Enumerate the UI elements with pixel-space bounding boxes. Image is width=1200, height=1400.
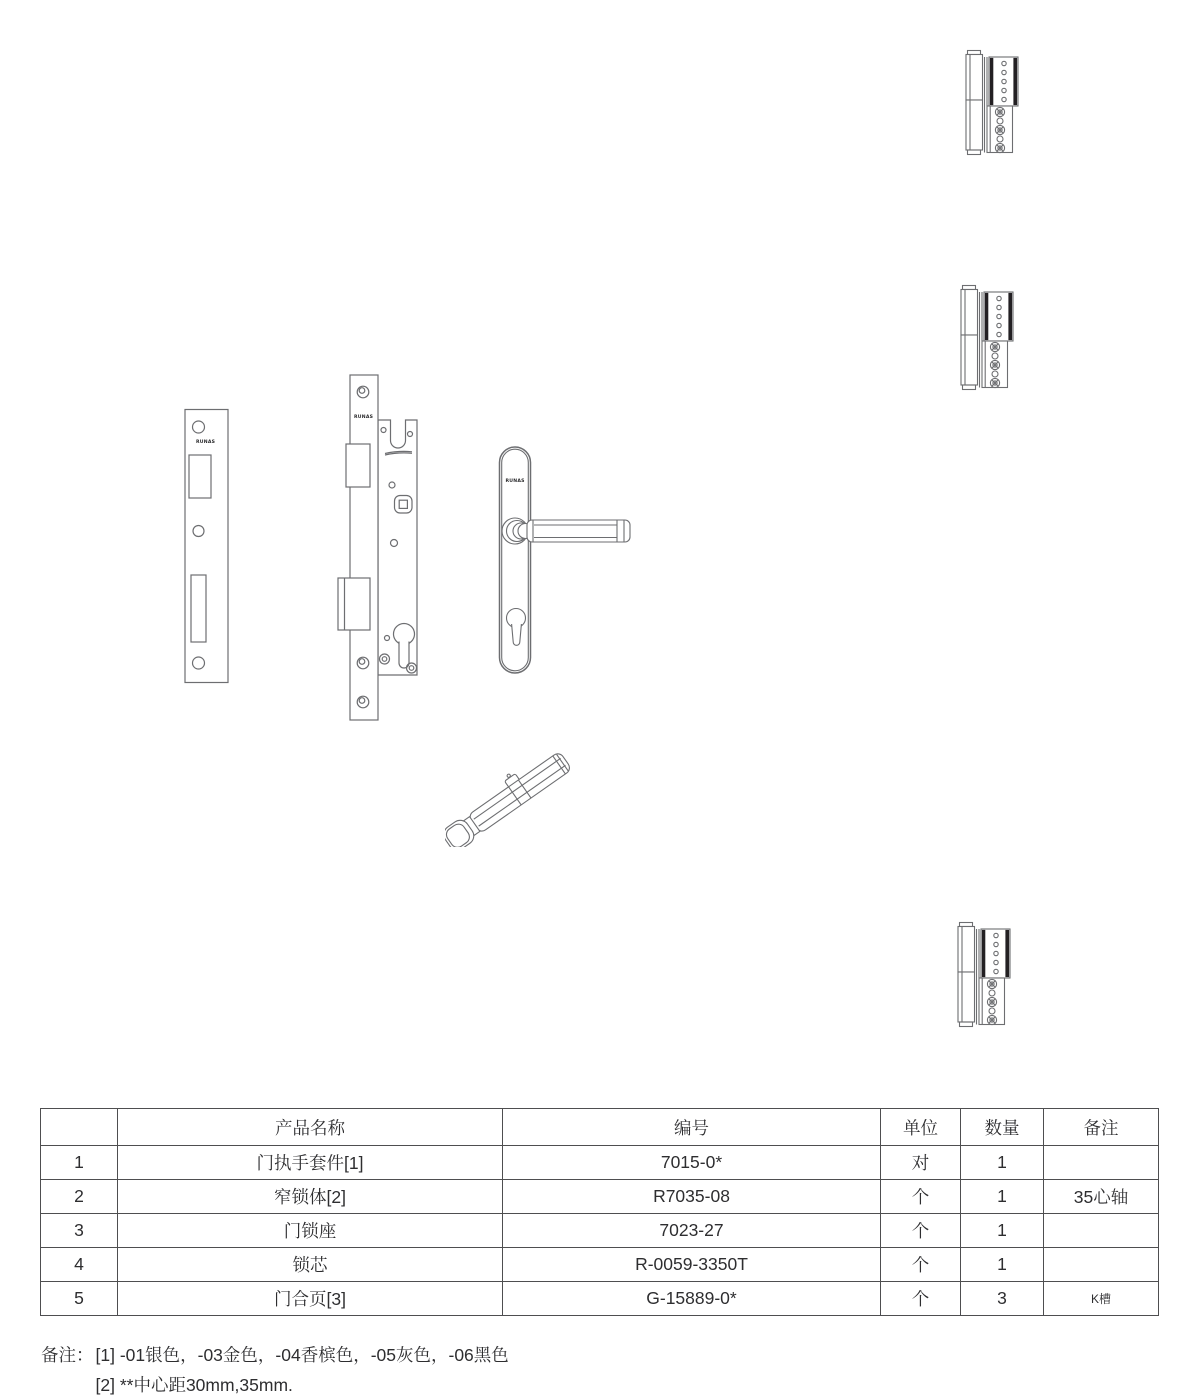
cell-name: 门执手套件[1] [118, 1146, 503, 1180]
brand-logo: RUNAS [505, 479, 525, 484]
cell-qty: 1 [961, 1146, 1044, 1180]
cell-code: R-0059-3350T [503, 1248, 881, 1282]
cell-index: 3 [41, 1214, 118, 1248]
cell-code: R7035-08 [503, 1180, 881, 1214]
cell-qty: 1 [961, 1214, 1044, 1248]
hinge-drawing-2 [959, 284, 1015, 394]
header-remark: 备注 [1044, 1109, 1159, 1146]
brand-logo: RUNAS [354, 415, 374, 420]
cell-name: 窄锁体[2] [118, 1180, 503, 1214]
brand-logo: RUNAS [196, 440, 216, 445]
cell-code: 7015-0* [503, 1146, 881, 1180]
table-row [41, 1180, 1159, 1214]
cell-remark: K槽 [1044, 1282, 1159, 1316]
footnote-line-1: [1] -01银色，-03金色，-04香槟色，-05灰色，-06黑色 [95, 1345, 509, 1365]
cell-index: 5 [41, 1282, 118, 1316]
footnotes [41, 1340, 509, 1400]
cell-unit: 对 [881, 1146, 961, 1180]
cylinder-drawing [445, 742, 595, 847]
cell-code: 7023-27 [503, 1214, 881, 1248]
cell-qty: 3 [961, 1282, 1044, 1316]
cell-name: 门锁座 [118, 1214, 503, 1248]
cell-unit: 个 [881, 1282, 961, 1316]
footnote-line-2: [2] **中心距30mm,35mm. [95, 1375, 293, 1395]
parts-table [40, 1108, 1159, 1316]
cell-remark: 35心轴 [1044, 1180, 1159, 1214]
hinge-drawing-3 [956, 921, 1012, 1031]
header-index [41, 1109, 118, 1146]
header-unit: 单位 [881, 1109, 961, 1146]
hinge-drawing-1 [964, 49, 1020, 159]
cell-qty: 1 [961, 1248, 1044, 1282]
lock-body-drawing [335, 372, 420, 724]
cell-name: 门合页[3] [118, 1282, 503, 1316]
table-row [41, 1146, 1159, 1180]
header-qty: 数量 [961, 1109, 1044, 1146]
cell-unit: 个 [881, 1180, 961, 1214]
table-row [41, 1248, 1159, 1282]
cell-unit: 个 [881, 1214, 961, 1248]
footnotes-label: 备注： [41, 1345, 94, 1365]
cell-unit: 个 [881, 1248, 961, 1282]
handle-set-drawing [497, 444, 632, 679]
table-row [41, 1282, 1159, 1316]
cell-remark [1044, 1146, 1159, 1180]
cell-name: 锁芯 [118, 1248, 503, 1282]
cell-remark [1044, 1214, 1159, 1248]
cell-index: 1 [41, 1146, 118, 1180]
cell-qty: 1 [961, 1180, 1044, 1214]
cell-code: G-15889-0* [503, 1282, 881, 1316]
cell-index: 4 [41, 1248, 118, 1282]
header-code: 编号 [503, 1109, 881, 1146]
table-header-row [41, 1109, 1159, 1146]
cell-index: 2 [41, 1180, 118, 1214]
table-row [41, 1214, 1159, 1248]
strike-plate-drawing [183, 408, 229, 685]
header-name: 产品名称 [118, 1109, 503, 1146]
cell-remark [1044, 1248, 1159, 1282]
